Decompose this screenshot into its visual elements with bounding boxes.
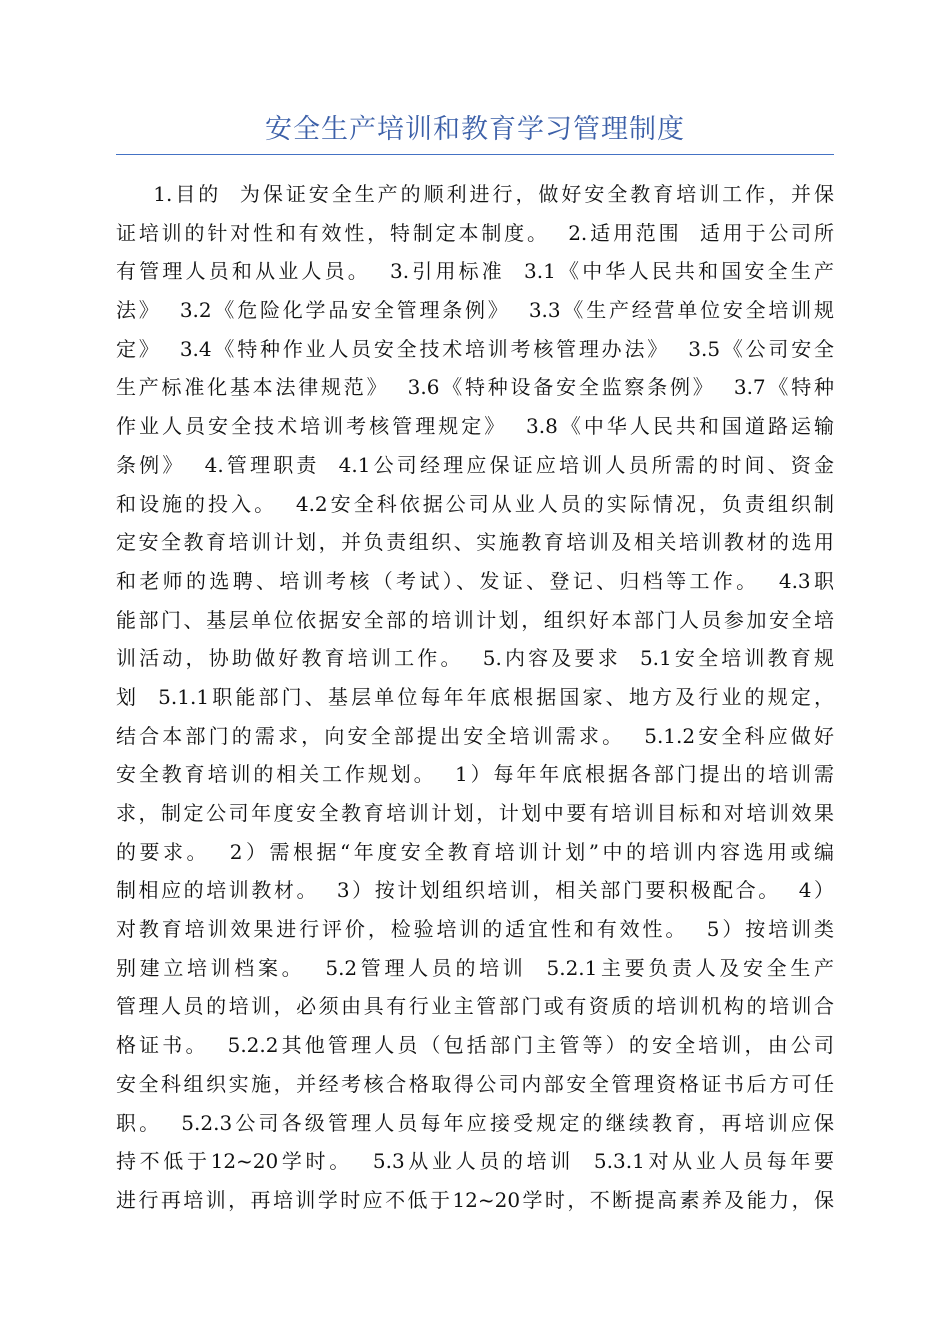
body-line: 1.目的 为保证安全生产的顺利进行，做好安全教育培训工作，并保	[116, 182, 834, 206]
body-line: 条例》 4.管理职责 4.1公司经理应保证应培训人员所需的时间、资金	[116, 452, 834, 477]
body-line: 职。 5.2.3公司各级管理人员每年应接受规定的继续教育，再培训应保	[116, 1110, 834, 1135]
body-line: 和老师的选聘、培训考核（考试）、发证、登记、归档等工作。 4.3职	[116, 568, 834, 593]
body-line: 的要求。 2）需根据“年度安全教育培训计划”中的培训内容选用或编	[116, 839, 834, 864]
body-line: 安全教育培训的相关工作规划。 1）每年年底根据各部门提出的培训需	[116, 762, 834, 787]
body-line: 定安全教育培训计划，并负责组织、实施教育培训及相关培训教材的选用	[116, 530, 834, 555]
body-line: 生产标准化基本法律规范》 3.6《特种设备安全监察条例》 3.7《特种	[116, 375, 834, 400]
title-underline	[116, 154, 834, 155]
body-line: 对教育培训效果进行评价，检验培训的适宜性和有效性。 5）按培训类	[116, 917, 834, 942]
body-line: 定》 3.4《特种作业人员安全技术培训考核管理办法》 3.5《公司安全	[116, 336, 834, 361]
body-line: 作业人员安全技术培训考核管理规定》 3.8《中华人民共和国道路运输	[116, 414, 834, 439]
body-line: 法》 3.2《危险化学品安全管理条例》 3.3《生产经营单位安全培训规	[116, 298, 834, 323]
body-line: 证培训的针对性和有效性，特制定本制度。 2.适用范围 适用于公司所	[116, 220, 834, 245]
body-line: 持不低于12~20学时。 5.3从业人员的培训 5.3.1对从业人员每年要	[116, 1149, 834, 1174]
document-title: 安全生产培训和教育学习管理制度	[265, 114, 685, 145]
body-line: 和设施的投入。 4.2安全科依据公司从业人员的实际情况，负责组织制	[116, 491, 834, 516]
body-line: 划 5.1.1职能部门、基层单位每年年底根据国家、地方及行业的规定，	[116, 684, 834, 709]
body-line: 格证书。 5.2.2其他管理人员（包括部门主管等）的安全培训，由公司	[116, 1033, 834, 1058]
body-line: 进行再培训，再培训学时应不低于12~20学时，不断提高素养及能力，保	[116, 1187, 834, 1212]
body-line: 训活动，协助做好教育培训工作。 5.内容及要求 5.1安全培训教育规	[116, 646, 834, 671]
body-line: 管理人员的培训，必须由具有行业主管部门或有资质的培训机构的培训合	[116, 994, 834, 1019]
body-line: 别建立培训档案。 5.2管理人员的培训 5.2.1主要负责人及安全生产	[116, 955, 834, 980]
document-body	[116, 175, 834, 1220]
body-line: 求，制定公司年度安全教育培训计划，计划中要有培训目标和对培训效果	[116, 801, 834, 825]
body-line: 结合本部门的需求，向安全部提出安全培训需求。 5.1.2安全科应做好	[116, 723, 834, 748]
body-line: 有管理人员和从业人员。 3.引用标准 3.1《中华人民共和国安全生产	[116, 259, 834, 284]
body-line: 安全科组织实施，并经考核合格取得公司内部安全管理资格证书后方可任	[116, 1071, 834, 1096]
body-line: 能部门、基层单位依据安全部的培训计划，组织好本部门人员参加安全培	[116, 607, 834, 632]
body-line: 制相应的培训教材。 3）按计划组织培训，相关部门要积极配合。 4）	[116, 878, 834, 903]
